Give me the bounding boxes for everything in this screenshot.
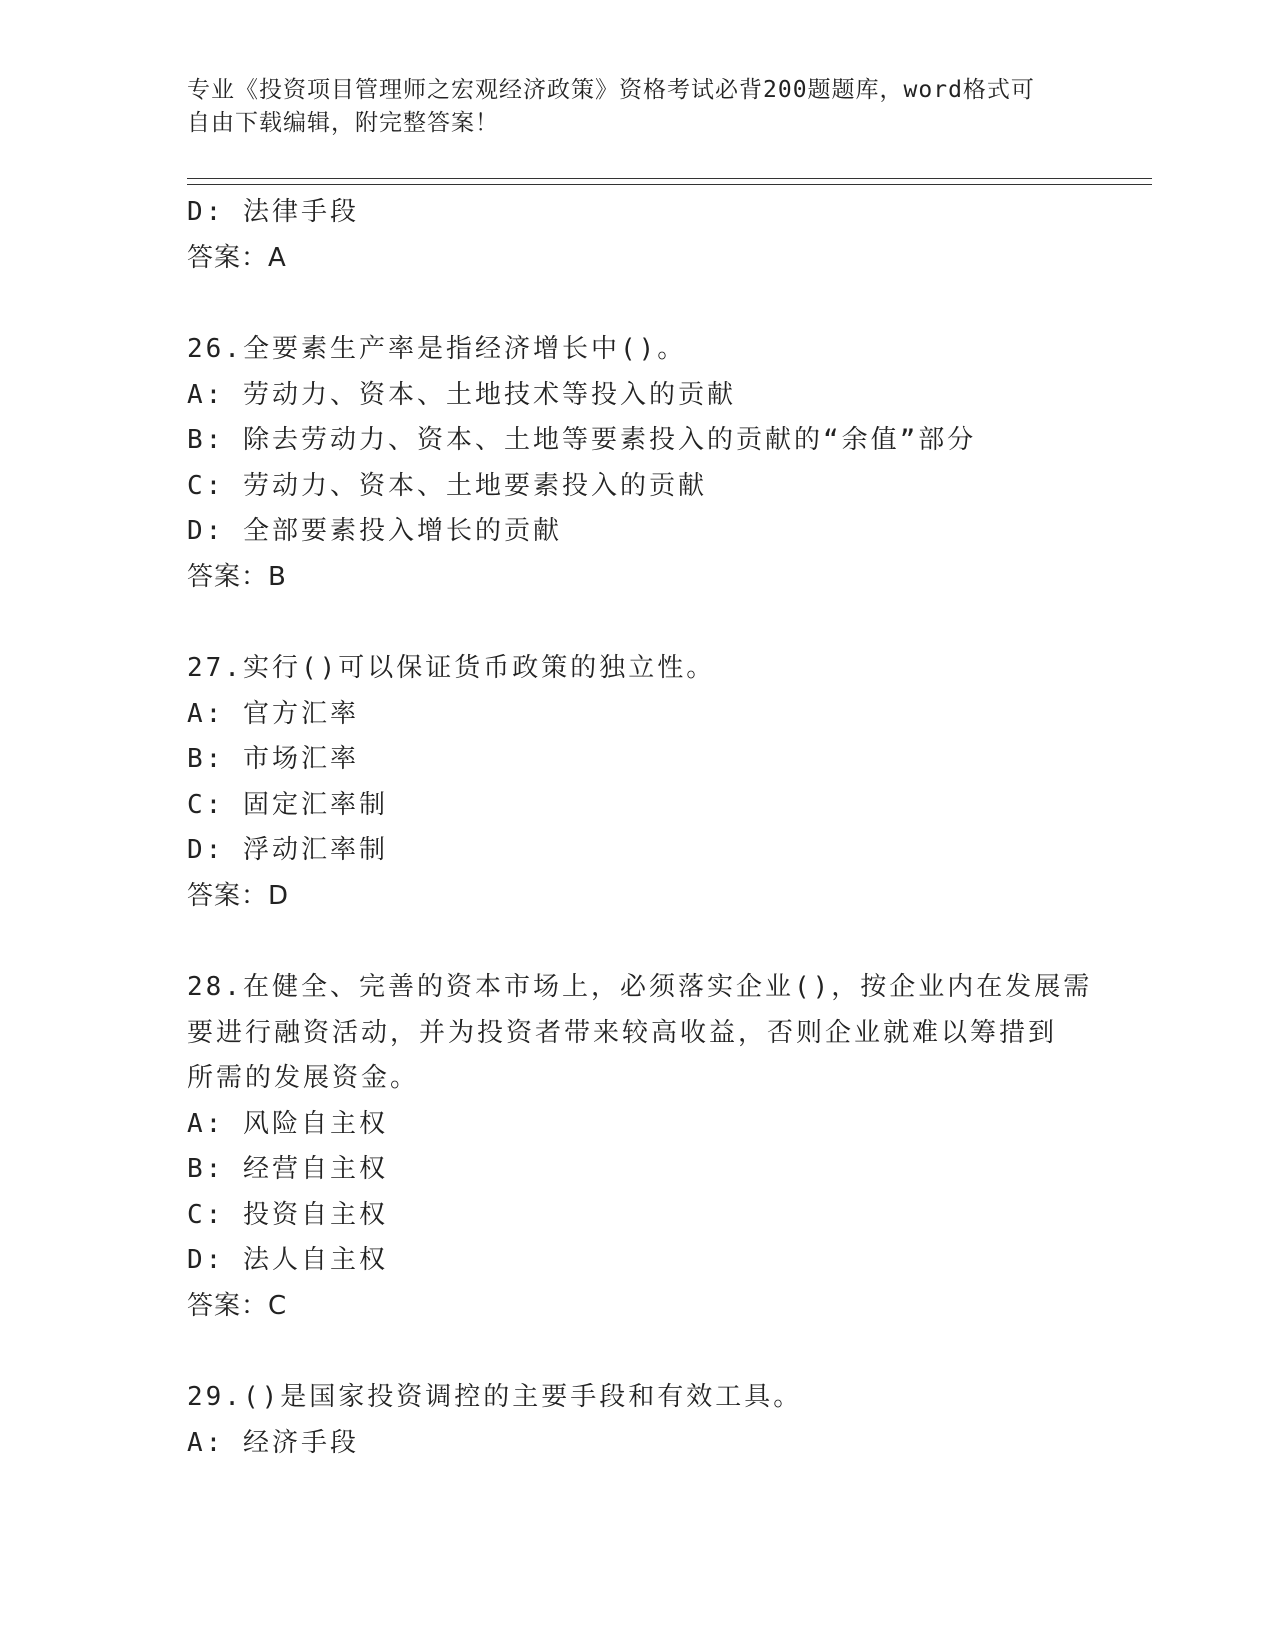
question-25-tail: [187, 190, 1087, 281]
question-stem-line-1: 28.在健全、完善的资本市场上，必须落实企业()，按企业内在发展需: [187, 972, 1093, 1002]
question-stem-line-3: 所需的发展资金。: [187, 1063, 420, 1093]
question-28: [187, 965, 1093, 1329]
option-d: D: 浮动汇率制: [187, 835, 388, 865]
spacer: [187, 1329, 1087, 1375]
spacer: [187, 600, 1087, 646]
option-a: A: 劳动力、资本、土地技术等投入的贡献: [187, 379, 736, 410]
header-line-2: 自由下载编辑，附完整答案！: [187, 110, 499, 136]
option-a: A: 官方汇率: [187, 698, 359, 729]
option-a: A: 风险自主权: [187, 1108, 388, 1139]
option-d: D: 法律手段: [187, 197, 359, 227]
option-d: D: 法人自主权: [187, 1245, 388, 1275]
spacer: [187, 281, 1087, 327]
option-c: C: 劳动力、资本、土地要素投入的贡献: [187, 470, 707, 501]
header-line-1: 专业《投资项目管理师之宏观经济政策》资格考试必背200题题库，word格式可: [187, 77, 1035, 103]
option-b: B: 除去劳动力、资本、土地等要素投入的贡献的“余值”部分: [187, 425, 977, 455]
question-26: [187, 327, 1087, 600]
question-27: [187, 646, 1087, 919]
option-a: A: 经济手段: [187, 1427, 359, 1458]
answer-line: 答案：C: [187, 1290, 288, 1321]
option-b: B: 市场汇率: [187, 744, 359, 774]
header-divider: [187, 178, 1152, 185]
answer-line: 答案：D: [187, 880, 290, 911]
spacer: [187, 919, 1087, 965]
question-list: [187, 190, 1093, 1466]
answer-line: 答案：B: [187, 561, 287, 592]
question-stem-line-2: 要进行融资活动，并为投资者带来较高收益，否则企业就难以筹措到: [187, 1017, 1058, 1048]
question-stem: 29.()是国家投资调控的主要手段和有效工具。: [187, 1382, 803, 1412]
question-stem: 27.实行()可以保证货币政策的独立性。: [187, 653, 716, 683]
option-c: C: 固定汇率制: [187, 789, 388, 820]
option-d: D: 全部要素投入增长的贡献: [187, 516, 562, 546]
answer-line: 答案：A: [187, 242, 287, 273]
option-b: B: 经营自主权: [187, 1154, 388, 1184]
option-c: C: 投资自主权: [187, 1199, 388, 1230]
question-29: [187, 1375, 1087, 1466]
question-stem: 26.全要素生产率是指经济增长中()。: [187, 334, 687, 364]
document-header: [187, 74, 1067, 140]
